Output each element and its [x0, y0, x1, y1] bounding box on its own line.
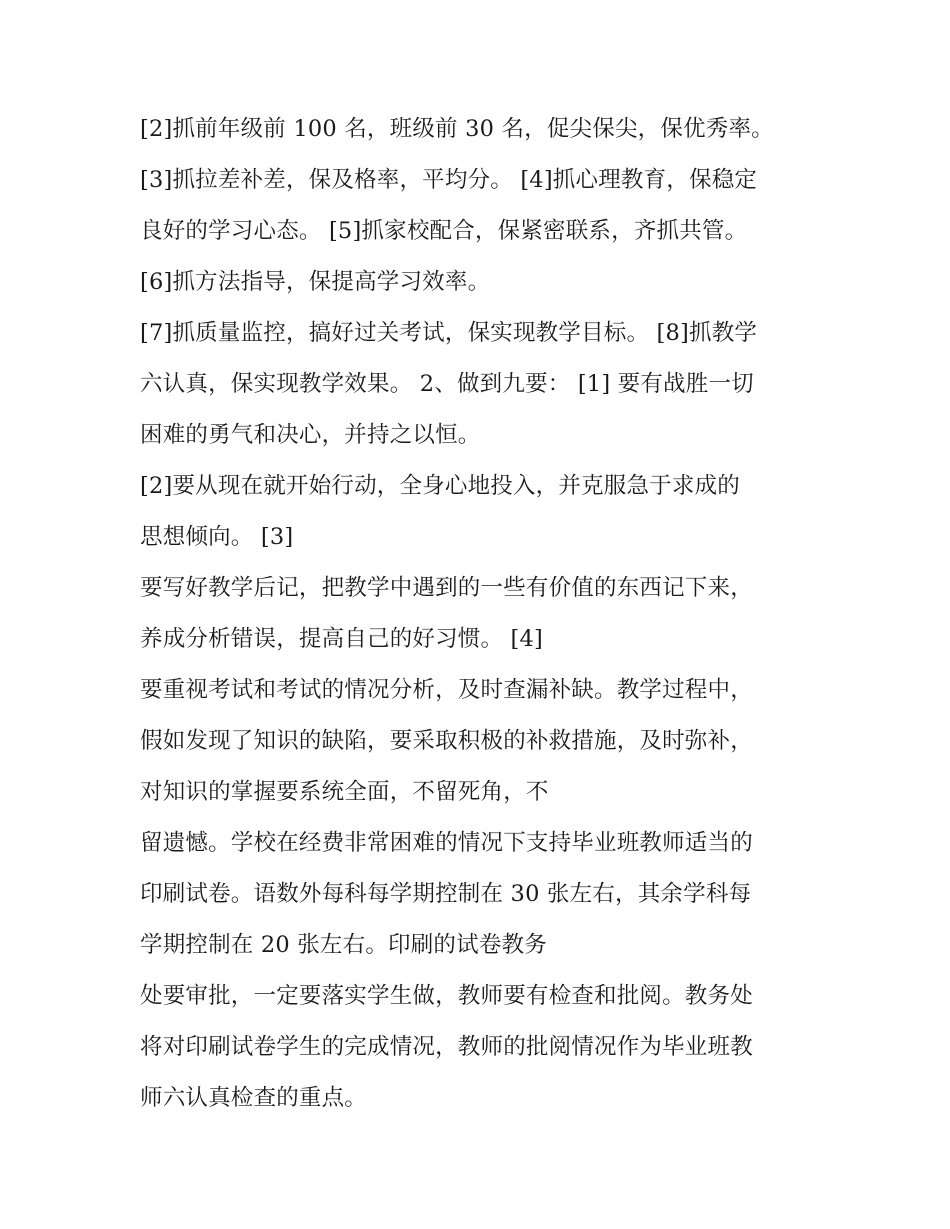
text-line-3: 良好的学习心态。 [5]抓家校配合，保紧密联系，齐抓共管。 [140, 218, 748, 244]
text-line-9: 思想倾向。 [3] [140, 524, 294, 550]
body-text [140, 104, 830, 1124]
text-line-1: [2]抓前年级前 100 名，班级前 30 名，促尖保尖，保优秀率。 [140, 116, 774, 142]
text-line-18: 处要审批，一定要落实学生做，教师要有检查和批阅。教务处 [140, 983, 753, 1009]
text-line-20: 师六认真检查的重点。 [140, 1085, 368, 1111]
text-line-12: 要重视考试和考试的情况分析，及时查漏补缺。教学过程中， [140, 677, 753, 703]
text-line-6: 六认真，保实现教学效果。 2、做到九要： [1] 要有战胜一切 [140, 371, 754, 397]
text-line-15: 留遗憾。学校在经费非常困难的情况下支持毕业班教师适当的 [140, 830, 753, 856]
text-line-2: [3]抓拉差补差，保及格率，平均分。 [4]抓心理教育，保稳定 [140, 167, 758, 193]
text-line-8: [2]要从现在就开始行动，全身心地投入，并克服急于求成的 [140, 473, 740, 499]
text-line-4: [6]抓方法指导，保提高学习效率。 [140, 269, 491, 295]
text-line-7: 困难的勇气和决心，并持之以恒。 [140, 422, 481, 448]
text-line-14: 对知识的掌握要系统全面，不留死角，不 [140, 779, 549, 805]
text-line-13: 假如发现了知识的缺陷，要采取积极的补救措施，及时弥补， [140, 728, 753, 754]
text-line-19: 将对印刷试卷学生的完成情况，教师的批阅情况作为毕业班教 [140, 1034, 753, 1060]
text-line-11: 养成分析错误，提高自己的好习惯。 [4] [140, 626, 544, 652]
text-line-10: 要写好教学后记，把教学中遇到的一些有价值的东西记下来， [140, 575, 753, 601]
text-line-5: [7]抓质量监控，搞好过关考试，保实现教学目标。 [8]抓教学 [140, 320, 758, 346]
text-line-17: 学期控制在 20 张左右。印刷的试卷教务 [140, 932, 547, 958]
text-line-16: 印刷试卷。语数外每科每学期控制在 30 张左右，其余学科每 [140, 881, 752, 907]
